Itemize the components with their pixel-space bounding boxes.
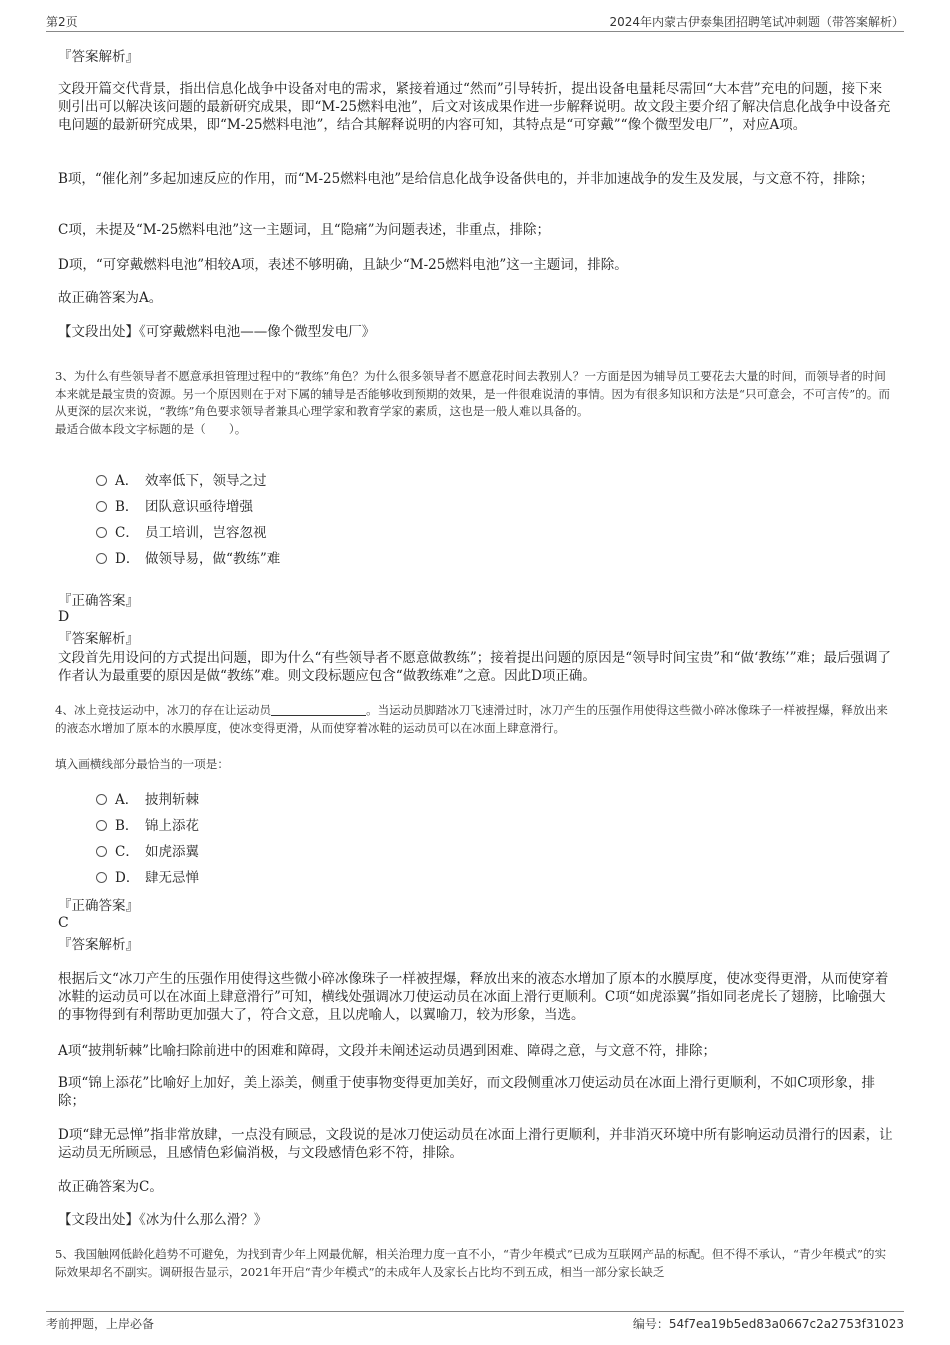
footer-slogan: 考前押题，上岸必备	[46, 1317, 155, 1331]
q2-conclusion: 故正确答案为A。	[58, 290, 163, 306]
q4-option-c[interactable]: C． 如虎添翼	[96, 843, 199, 861]
radio-icon[interactable]	[96, 794, 107, 805]
fill-blank	[271, 703, 366, 716]
document-title: 2024年内蒙古伊泰集团招聘笔试冲刺题（带答案解析）	[609, 15, 904, 29]
q2-source: 【文段出处】《可穿戴燃料电池——像个微型发电厂》	[58, 324, 376, 340]
q4-stem: 4、冰上竞技运动中，冰刀的存在让运动员 。当运动员脚踏冰刀飞速滑过时，冰刀产生的压强作用使得这些微小碎冰像珠子一样被捏爆，释放出来的液态水增加了原本的水膜厚度，使冰变得更滑，从而使穿着冰鞋的运动员可以在冰面上肆意滑行。	[55, 703, 888, 735]
page-header	[46, 13, 904, 32]
q5-stem: 5、我国触网低龄化趋势不可避免，为找到青少年上网最优解，相关治理力度一直不小，“青少年模式”已成为互联网产品的标配。但不得不承认，“青少年模式”的实际效果却名不副实。调研报告显示，2021年开启“青少年模式”的未成年人及家长占比均不到五成，相当一部分家长缺乏	[55, 1247, 887, 1279]
page-footer	[46, 1311, 904, 1334]
q3-option-b[interactable]: B． 团队意识亟待增强	[96, 498, 253, 516]
q4-source: 【文段出处】《冰为什么那么滑？》	[58, 1212, 268, 1228]
q4-answer-label: 『正确答案』	[58, 898, 139, 914]
q2-analysis-label: 『答案解析』	[58, 49, 139, 65]
page-number: 第2页	[46, 15, 78, 29]
q4-analysis-p2: A项“披荆斩棘”比喻扫除前进中的困难和障碍，文段并未阐述运动员遇到困难、障碍之意，与文意不符，排除；	[58, 1043, 717, 1059]
radio-icon[interactable]	[96, 501, 107, 512]
q4-conclusion: 故正确答案为C。	[58, 1179, 163, 1195]
q4-option-d[interactable]: D． 肆无忌惮	[96, 869, 199, 887]
q2-analysis-p3: C项，未提及“M-25燃料电池”这一主题词，且“隐痛”为问题表述，非重点，排除；	[58, 222, 550, 238]
radio-icon[interactable]	[96, 846, 107, 857]
q4-ask: 填入画横线部分最恰当的一项是：	[55, 757, 229, 771]
radio-icon[interactable]	[96, 475, 107, 486]
q2-analysis-p1: 文段开篇交代背景，指出信息化战争中设备对电的需求，紧接着通过“然而”引导转折，提出设备电量耗尽需回“大本营”充电的问题，接下来则引出可以解决该问题的最新研究成果，即“M-25燃料电池”，后文对该成果作进一步解释说明。故文段主要介绍了解决信息化战争中设备充电问题的最新研究成果，即“M-25燃料电池”，结合其解释说明的内容可知，其特点是“可穿戴”“像个微型发电厂”，对应A项。	[58, 81, 891, 133]
q3-option-a[interactable]: A． 效率低下，领导之过	[96, 472, 267, 490]
q3-option-c[interactable]: C． 员工培训，岂容忽视	[96, 524, 267, 542]
q2-analysis-p4: D项，“可穿戴燃料电池”相较A项，表述不够明确，且缺少“M-25燃料电池”这一主题词，排除。	[58, 257, 628, 273]
q4-analysis-label: 『答案解析』	[58, 937, 139, 953]
radio-icon[interactable]	[96, 527, 107, 538]
radio-icon[interactable]	[96, 820, 107, 831]
q3-answer-label: 『正确答案』	[58, 593, 139, 609]
q4-option-b[interactable]: B． 锦上添花	[96, 817, 199, 835]
q3-analysis-label: 『答案解析』	[58, 631, 139, 647]
q4-analysis-p1: 根据后文“冰刀产生的压强作用使得这些微小碎冰像珠子一样被捏爆，释放出来的液态水增加了原本的水膜厚度，使冰变得更滑，从而使穿着冰鞋的运动员可以在冰面上肆意滑行”可知，横线处强调冰刀使运动员在冰面上滑行更顺利。C项“如虎添翼”指如同老虎长了翅膀，比喻强大的事物得到有利帮助更加强大了，符合文意，且以虎喻人，以翼喻刀，较为形象，当选。	[58, 971, 889, 1023]
q4-answer: C	[58, 915, 69, 931]
q2-analysis-p2: B项，“催化剂”多起加速反应的作用，而“M-25燃料电池”是给信息化战争设备供电的，并非加速战争的发生及发展，与文意不符，排除；	[58, 171, 874, 187]
q4-analysis-p4: D项“肆无忌惮”指非常放肆，一点没有顾忌，文段说的是冰刀使运动员在冰面上滑行更顺利，并非消灭环境中所有影响运动员滑行的因素，让运动员无所顾忌，且感情色彩偏消极，与文段感情色彩不符，排除。	[58, 1127, 893, 1161]
q4-option-a[interactable]: A． 披荆斩棘	[96, 791, 199, 809]
q4-analysis-p3: B项“锦上添花”比喻好上加好，美上添美，侧重于使事物变得更加美好，而文段侧重冰刀使运动员在冰面上滑行更顺利，不如C项形象，排除；	[58, 1075, 876, 1109]
radio-icon[interactable]	[96, 872, 107, 883]
radio-icon[interactable]	[96, 553, 107, 564]
q3-ask: 最适合做本段文字标题的是（ ）。	[55, 421, 247, 436]
q3-answer: D	[58, 609, 70, 625]
document-id: 编号：54f7ea19b5ed83a0667c2a2753f31023	[632, 1317, 904, 1331]
q3-stem: 3、为什么有些领导者不愿意承担管理过程中的“教练”角色？为什么很多领导者不愿意花时间去教别人？一方面是因为辅导员工要花去大量的时间，而领导者的时间本来就是最宝贵的资源。另一个原因则在于对下属的辅导是否能够收到预期的效果，是一件很难说清的事情。因为有很多知识和方法是“只可意会，不可言传”的。而从更深的层次来说，“教练”角色要求领导者兼具心理学家和教育学家的素质，这也是一般人难以具备的。 最适合做本段文字标题的是（ ）。	[55, 368, 897, 438]
q3-option-d[interactable]: D． 做领导易，做“教练”难	[96, 550, 280, 568]
q3-analysis: 文段首先用设问的方式提出问题，即为什么“有些领导者不愿意做教练”；接着提出问题的原因是“领导时间宝贵”和“做‘教练’”难；最后强调了作者认为最重要的原因是做“教练”难。则文段标题应包含“做教练难”之意。因此D项正确。	[58, 650, 891, 684]
